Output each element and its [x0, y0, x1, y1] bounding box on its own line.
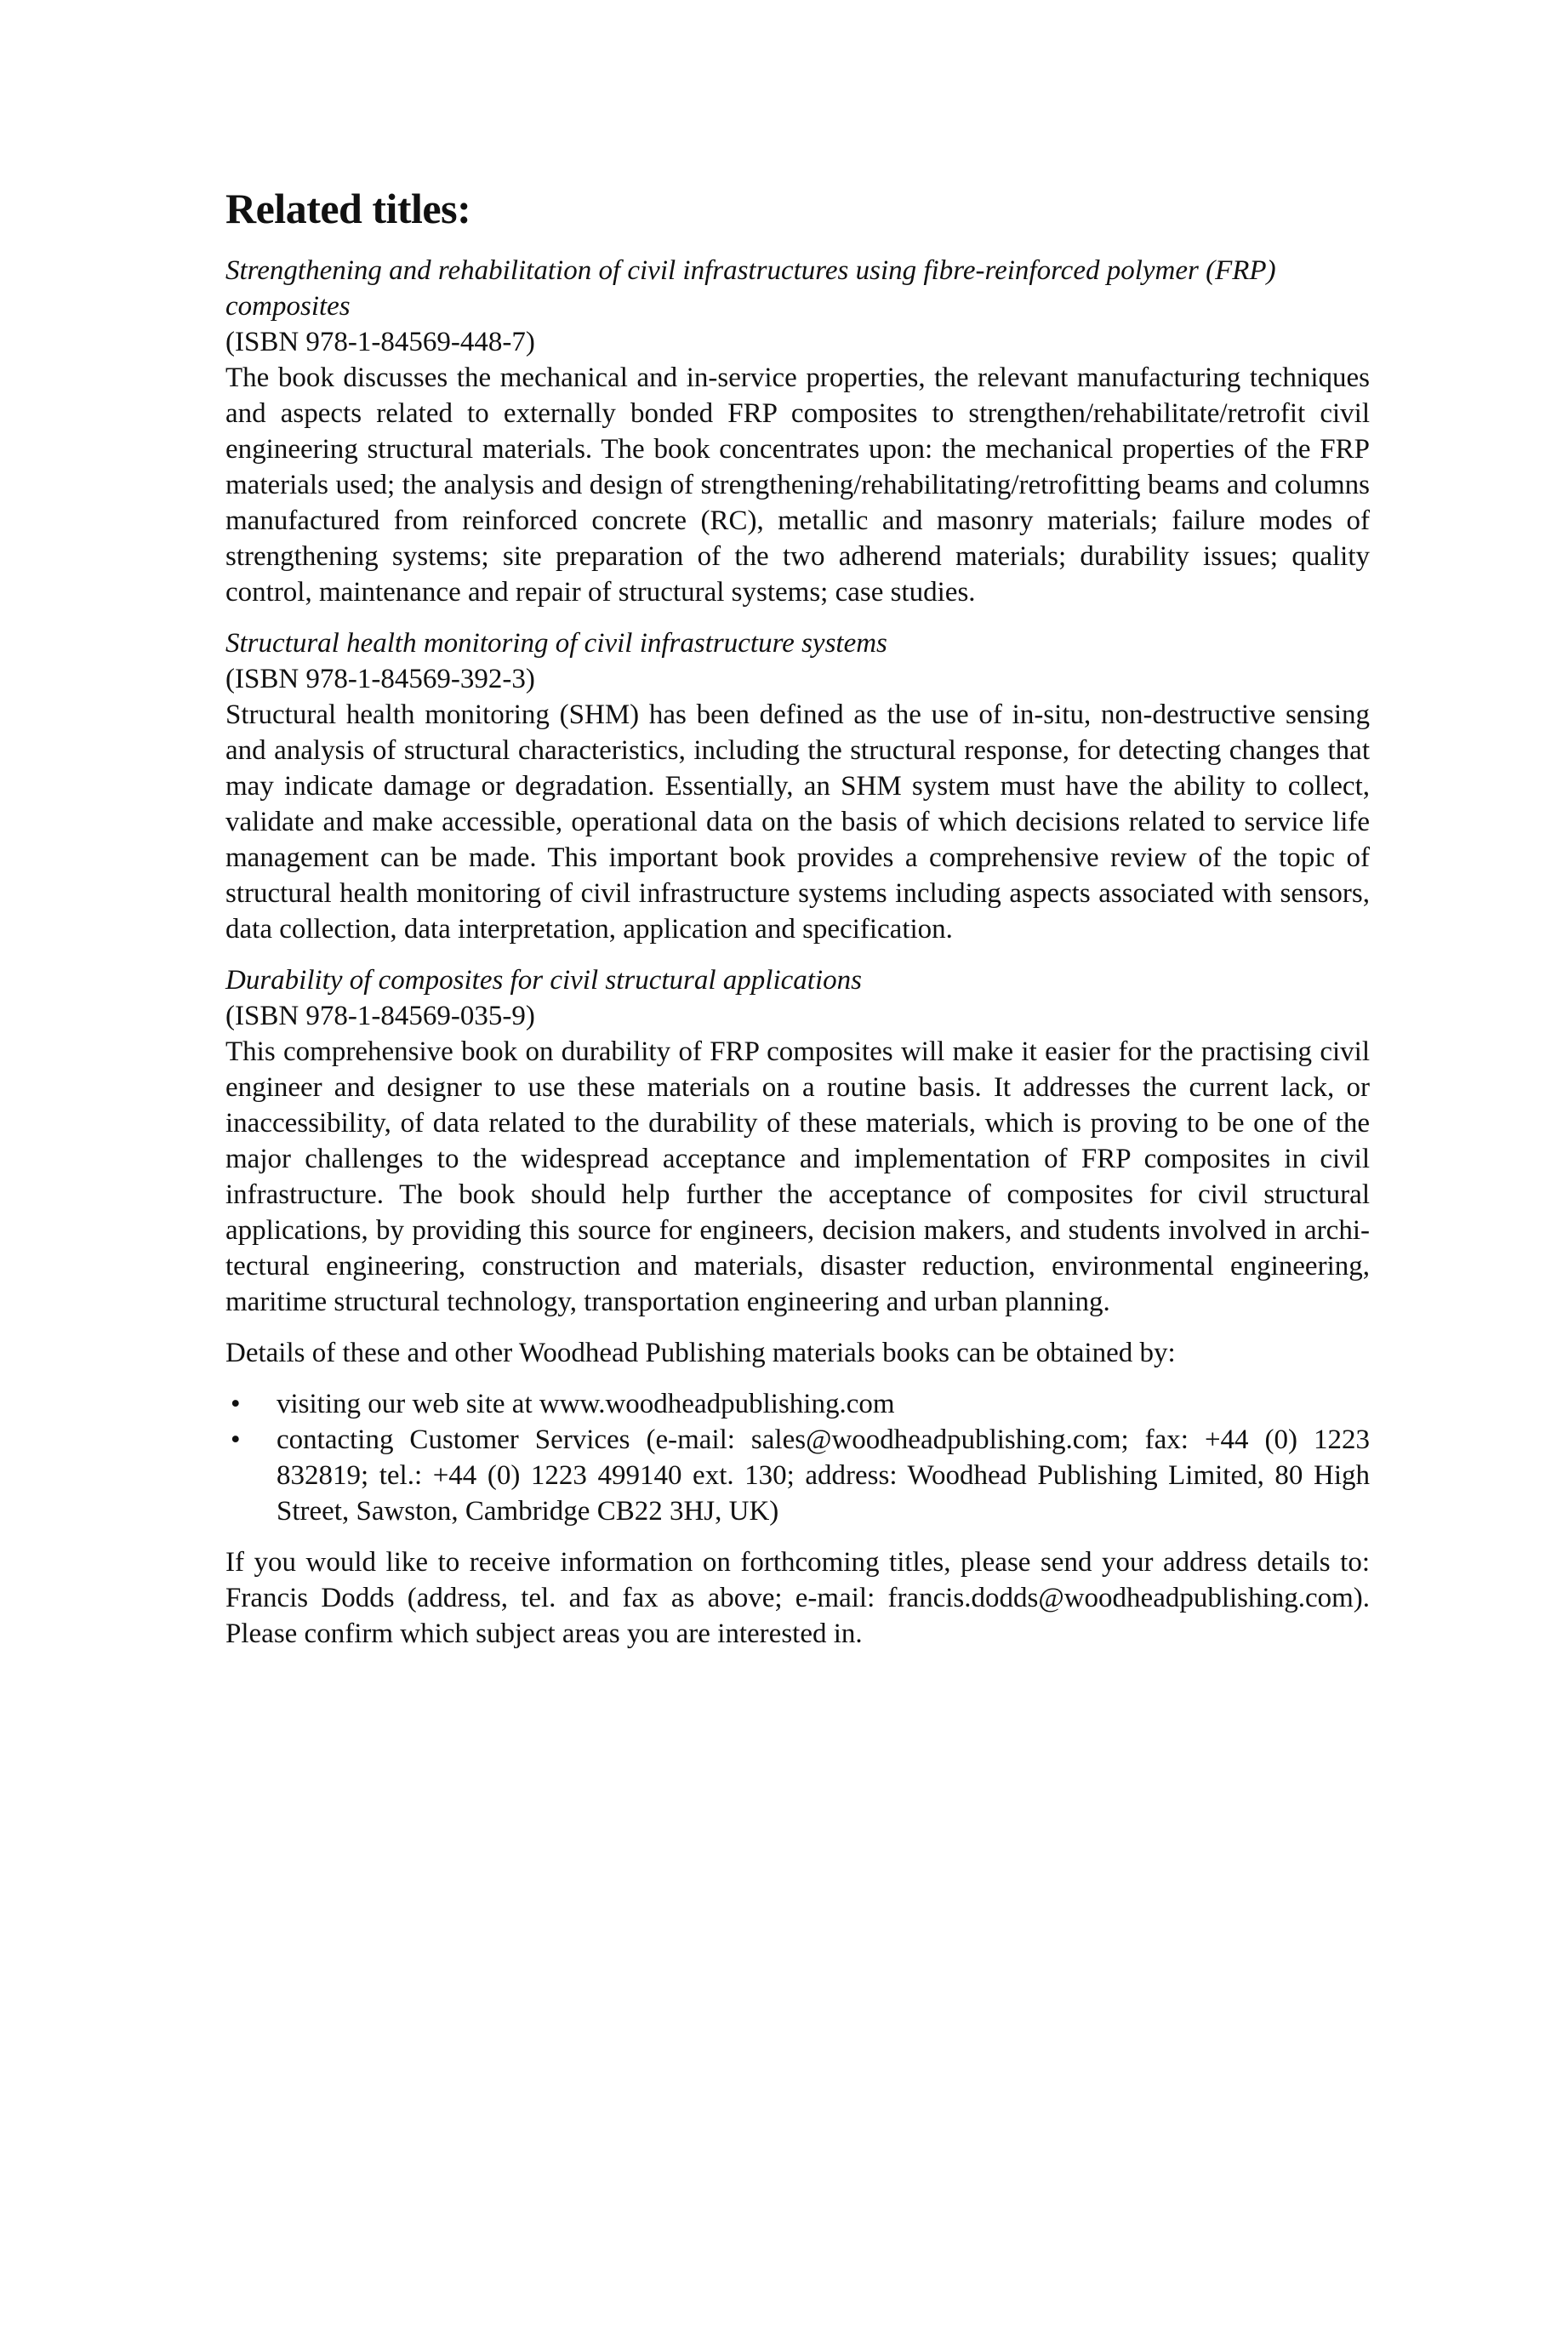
bullet-icon: •	[231, 1389, 241, 1419]
list-item	[225, 1386, 1370, 1422]
book-description: This comprehensive book on durability of FRP composites will make it easier for the practising civil engineer and designer to use these materials on a routine basis. It addresses the current lack, or inaccessibility, of data related to the durability of these materials, which is proving to be one of the major challenges to the widespread acceptance and implementation of FRP composites in civil infrastructure. The book should help further the acceptance of composites for civil structural applications, by providing this source for engineers, decision makers, and students involved in architectural engineering, construction and materials, disaster reduction, environmental engineering, maritime structural technology, transportation engineering and urban planning.	[225, 1036, 1370, 1317]
book-title: Structural health monitoring of civil infrastructure systems	[225, 628, 887, 659]
book-isbn: (ISBN 978-1-84569-035-9)	[225, 1001, 535, 1031]
book-entry	[225, 625, 1370, 947]
related-titles-page	[225, 183, 1370, 1667]
page-title: Related titles:	[225, 185, 471, 232]
book-isbn: (ISBN 978-1-84569-392-3)	[225, 664, 535, 694]
book-title: Durability of composites for civil structural applications	[225, 965, 862, 996]
book-description: Structural health monitoring (SHM) has been defined as the use of in-situ, non-destructive sensing and analysis of structural characteristics, including the structural response, for detecting changes that may indicate damage or degradation. Essentially, an SHM system must have the ability to collect, validate and make accessible, operational data on the basis of which decisions related to service life management can be made. This important book provides a comprehensive review of the topic of structural health monitoring of civil infrastructure systems including aspects associated with sensors, data collection, data interpretation, application and specification.	[225, 699, 1370, 945]
list-item-text: contacting Customer Services (e-mail: sales@woodheadpublishing.com; fax: +44 (0) 1223 832819; tel.: +44 (0) 1223 499140 ext. 130; address: Woodhead Publishing Limited, 80 High Street, Sawston, Cambridge CB22 3HJ, UK)	[277, 1424, 1370, 1527]
book-entry	[225, 962, 1370, 1320]
details-intro: Details of these and other Woodhead Publishing materials books can be obtained by:	[225, 1338, 1176, 1368]
contact-list	[225, 1386, 1370, 1529]
book-isbn: (ISBN 978-1-84569-448-7)	[225, 327, 535, 357]
book-title: Strengthening and rehabilitation of civil infrastructures using fibre-reinforced polymer (FRP) composites	[225, 255, 1276, 322]
list-item	[225, 1422, 1370, 1529]
book-entry	[225, 253, 1370, 610]
bullet-icon: •	[231, 1424, 241, 1455]
book-description: The book discusses the mechanical and in-service properties, the relevant manufacturing techniques and aspects related to externally bonded FRP composites to strengthen/rehabilitate/retrofit civil engineering structural materials. The book concentrates upon: the mechanical properties of the FRP materials used; the analysis and design of strengthening/rehabilitating/retrofitting beams and columns manufactured from reinforced concrete (RC), metallic and masonry materials; failure modes of strengthening systems; site preparation of the two adherend materials; durability issues; quality control, maintenance and repair of structural systems; case studies.	[225, 363, 1370, 608]
closing-paragraph: If you would like to receive information on forthcoming titles, please send your address details to: Francis Dodds (address, tel. and fax as above; e-mail: francis.dodds@woodheadpublishing.com). Please confirm which subject areas you are interested in.	[225, 1547, 1370, 1649]
list-item-text: visiting our web site at www.woodheadpublishing.com	[277, 1389, 895, 1419]
